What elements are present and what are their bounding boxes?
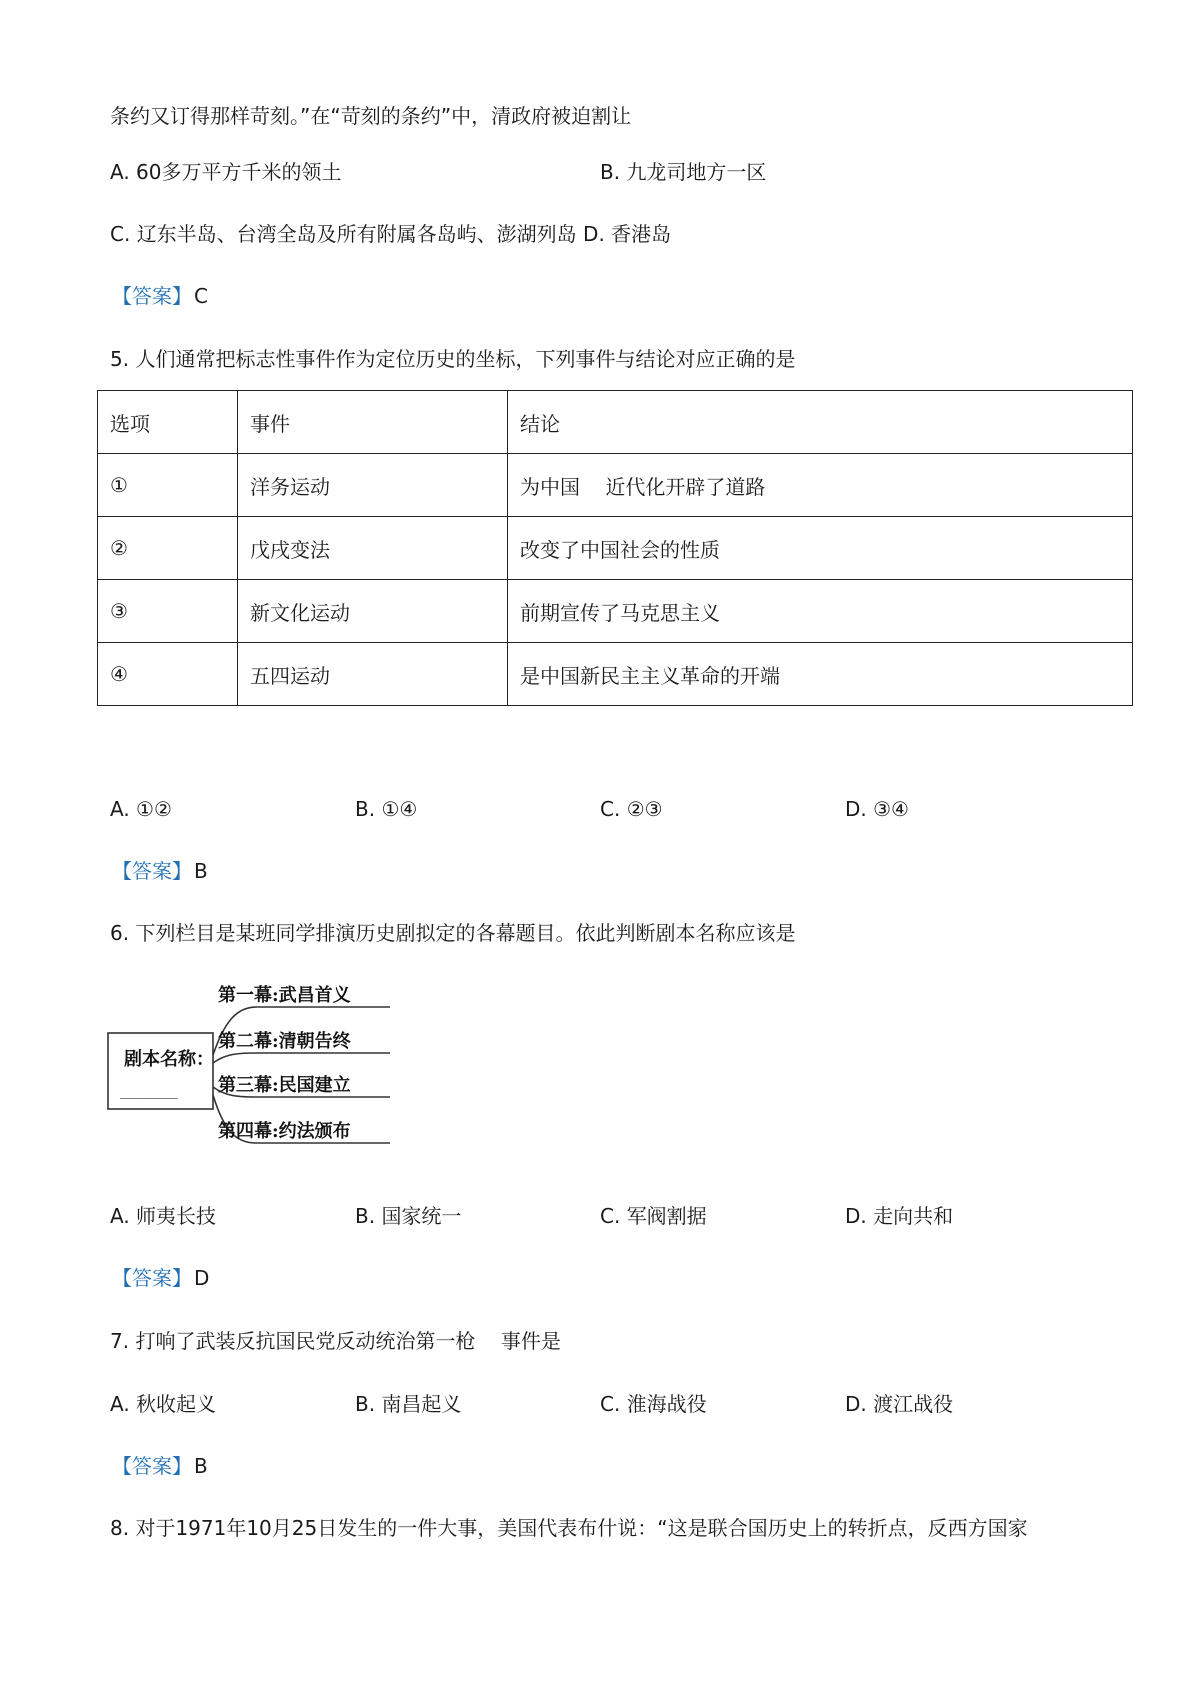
act-2-label: 第二幕:清朝告终 [218,1031,351,1052]
table-cell: 为中国 近代化开辟了道路 [508,454,1133,517]
script-name-label: 剧本名称： [124,1049,214,1070]
act-3-label: 第三幕:民国建立 [218,1075,351,1096]
table-row [98,580,1133,643]
table-cell: ④ [98,643,238,706]
q6-option-a: A. 师夷长技 [110,1204,217,1228]
q7-option-d: D. 渡江战役 [845,1392,954,1416]
q4-answer: 【答案】 C [112,284,208,308]
q6-option-d: D. 走向共和 [845,1204,954,1228]
table-row [98,643,1133,706]
q7-option-b: B. 南昌起义 [355,1392,462,1416]
q5-option-d: D. ③④ [845,797,909,821]
q4-option-a: A. 60多万平方千米的领土 [110,160,342,184]
q7-option-c: C. 淮海战役 [600,1392,707,1416]
q4-stem-tail: 条约又订得那样苛刻。”在“苛刻的条约”中，清政府被迫割让 [110,104,632,128]
table-cell: 改变了中国社会的性质 [508,517,1133,580]
table-cell: 五四运动 [238,643,508,706]
q5-answer: 【答案】 B [112,859,208,883]
table-cell: 前期宣传了马克思主义 [508,580,1133,643]
q5-stem: 5. 人们通常把标志性事件作为定位历史的坐标，下列事件与结论对应正确的是 [110,347,796,371]
q5-table [97,390,1133,706]
table-header-row [98,391,1133,454]
q7-stem: 7. 打响了武装反抗国民党反动统治第一枪 事件是 [110,1329,561,1353]
q6-option-c: C. 军阀割据 [600,1204,707,1228]
play-structure-diagram [106,983,406,1163]
table-row [98,517,1133,580]
q8-stem: 8. 对于1971年10月25日发生的一件大事，美国代表布什说：“这是联合国历史上的转折点，反西方国家 [110,1516,1028,1540]
table-cell: ① [98,454,238,517]
act-1-label: 第一幕:武昌首义 [218,985,351,1006]
q6-option-b: B. 国家统一 [355,1204,462,1228]
q5-option-b: B. ①④ [355,797,418,821]
table-cell: ③ [98,580,238,643]
q7-answer: 【答案】 B [112,1454,208,1478]
q6-stem: 6. 下列栏目是某班同学排演历史剧拟定的各幕题目。依此判断剧本名称应该是 [110,921,796,945]
q6-diagram [106,983,406,1163]
table-header-cell: 事件 [238,391,508,454]
q4-option-c: C. 辽东半岛、台湾全岛及所有附属各岛屿、澎湖列岛 D. 香港岛 [110,222,672,246]
table-row [98,454,1133,517]
table-cell: 是中国新民主主义革命的开端 [508,643,1133,706]
table-cell: 新文化运动 [238,580,508,643]
q7-option-a: A. 秋收起义 [110,1392,217,1416]
connector-act-2 [213,1053,390,1063]
q6-answer: 【答案】 D [112,1266,210,1290]
q4-option-b: B. 九龙司地方一区 [600,160,767,184]
table-header-cell: 结论 [508,391,1133,454]
q5-option-a: A. ①② [110,797,172,821]
table-header-cell: 选项 [98,391,238,454]
act-4-label: 第四幕:约法颁布 [218,1121,351,1142]
table-cell: 洋务运动 [238,454,508,517]
script-name-blank: ______ [120,1080,178,1099]
table-cell: 戊戌变法 [238,517,508,580]
q5-option-c: C. ②③ [600,797,663,821]
table-cell: ② [98,517,238,580]
